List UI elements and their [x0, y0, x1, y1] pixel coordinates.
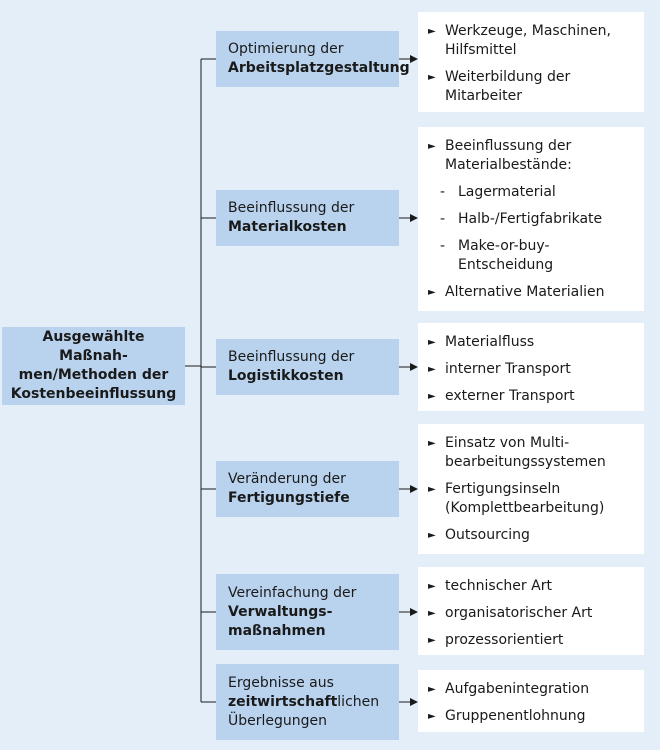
- list-item: ► Outsourcing: [428, 527, 530, 543]
- root-line: men/Methoden der: [18, 367, 169, 383]
- list-item: ► Alternative Materialien: [428, 284, 605, 300]
- category-label-bold: Fertigungstiefe: [228, 490, 350, 506]
- arrow-head-icon: [410, 608, 418, 616]
- list-item: ► Einsatz von Multi- bearbeitungssystemen: [428, 435, 606, 470]
- list-item: ► Weiterbildung der Mitarbeiter: [428, 69, 571, 104]
- category-label-bold: Arbeitsplatzgestaltung: [228, 60, 410, 76]
- detail-verwaltungsmassnahmen: [418, 567, 644, 655]
- arrow-head-icon: [410, 363, 418, 371]
- list-item: ► technischer Art: [428, 578, 552, 594]
- bullet-icon: ►: [428, 364, 436, 375]
- list-subitem: - Make-or-buy- Entscheidung: [440, 238, 554, 273]
- list-subitem: - Lagermaterial: [440, 184, 556, 200]
- list-item: ► interner Transport: [428, 361, 571, 377]
- list-subitem: - Halb-/Fertigfabrikate: [440, 211, 603, 227]
- list-item: ► organisatorischer Art: [428, 605, 593, 621]
- bullet-icon: ►: [428, 581, 436, 592]
- dash-icon: -: [440, 184, 446, 200]
- root-line: Kostenbeeinflussung: [10, 386, 177, 402]
- bullet-icon: ►: [428, 635, 436, 646]
- arrow-head-icon: [410, 55, 418, 63]
- category-label: Vereinfachung der: [228, 584, 357, 601]
- category-label: Überlegungen: [228, 712, 328, 729]
- list-item: ► Fertigungsinseln (Komplettbearbeitung): [428, 481, 605, 516]
- detail-zeitwirtschaft: [418, 670, 644, 732]
- category-label-mixed: zeitwirtschaftlichen: [228, 693, 380, 710]
- detail-fertigungstiefe: [418, 424, 644, 554]
- list-item: ► Materialfluss: [428, 334, 535, 350]
- arrow-head-icon: [410, 214, 418, 222]
- category-label-bold: Verwaltungs-: [228, 603, 333, 620]
- category-label: Optimierung der: [228, 41, 344, 57]
- bullet-icon: ►: [428, 141, 436, 152]
- root-line: Ausgewählte Maßnah-: [42, 329, 145, 364]
- bullet-icon: ►: [428, 337, 436, 348]
- arrow-head-icon: [410, 698, 418, 706]
- bullet-icon: ►: [428, 287, 436, 298]
- bullet-icon: ►: [428, 391, 436, 402]
- category-arbeitsplatz: [216, 31, 410, 87]
- bullet-icon: ►: [428, 711, 436, 722]
- bullet-icon: ►: [428, 530, 436, 541]
- category-label: Beeinflussung der: [228, 349, 355, 365]
- category-logistikkosten: [216, 339, 399, 395]
- dash-icon: -: [440, 238, 446, 254]
- category-materialkosten: [216, 190, 399, 246]
- arrow-head-icon: [410, 485, 418, 493]
- category-label: Beeinflussung der: [228, 200, 355, 216]
- category-verwaltungsmassnahmen: [216, 574, 399, 650]
- bullet-icon: ►: [428, 608, 436, 619]
- list-item: ► Gruppenentlohnung: [428, 708, 586, 724]
- bullet-icon: ►: [428, 484, 436, 495]
- category-label: Veränderung der: [228, 471, 346, 487]
- root-node: [2, 327, 185, 405]
- list-item: ► Aufgabenintegration: [428, 681, 590, 697]
- list-item: ► externer Transport: [428, 388, 575, 404]
- category-label-bold: maßnahmen: [228, 622, 326, 639]
- category-zeitwirtschaft: [216, 664, 399, 740]
- list-item: ► Werkzeuge, Maschinen, Hilfsmittel: [428, 23, 611, 58]
- list-item: ► prozessorientiert: [428, 632, 564, 648]
- category-label-bold: Logistikkosten: [228, 368, 344, 384]
- bullet-icon: ►: [428, 684, 436, 695]
- detail-arbeitsplatz: [418, 12, 644, 112]
- category-label-bold: Materialkosten: [228, 219, 347, 235]
- detail-materialkosten: [418, 127, 644, 311]
- category-fertigungstiefe: [216, 461, 399, 517]
- bullet-icon: ►: [428, 26, 436, 37]
- list-item: ► Beeinflussung der Materialbestände:: [428, 138, 572, 173]
- bullet-icon: ►: [428, 438, 436, 449]
- detail-logistikkosten: [418, 323, 644, 411]
- category-label: Ergebnisse aus: [228, 674, 334, 691]
- bullet-icon: ►: [428, 72, 436, 83]
- dash-icon: -: [440, 211, 446, 227]
